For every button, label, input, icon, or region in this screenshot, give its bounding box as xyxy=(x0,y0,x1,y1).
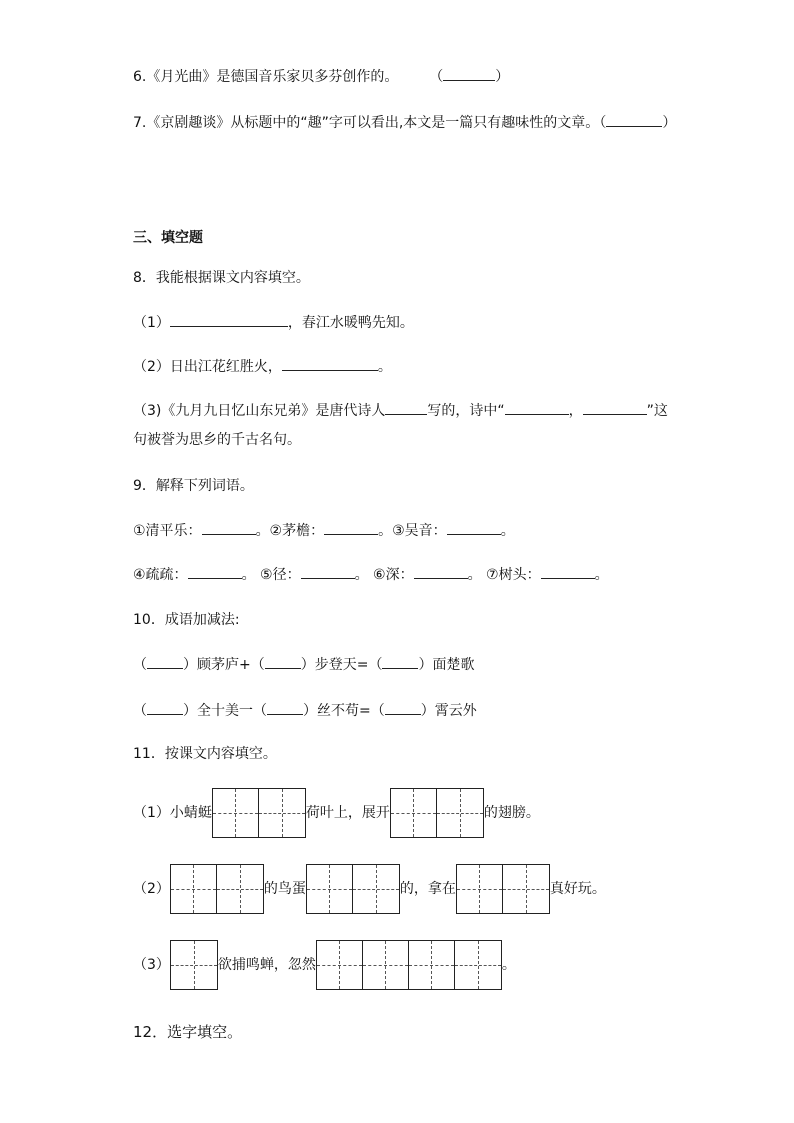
grid-cell[interactable] xyxy=(455,941,501,989)
writing-grid-11-3a[interactable] xyxy=(170,940,218,990)
answer-blank-7[interactable] xyxy=(606,112,662,127)
question-11-title: 11．按课文内容填空。 xyxy=(133,746,277,762)
grid-cell[interactable] xyxy=(363,941,409,989)
question-9-row-2: ④疏疏： 。 ⑤径： 。 ⑥深： 。 ⑦树头： 。 xyxy=(133,564,609,585)
section-heading: 三、填空题 xyxy=(133,230,203,246)
answer-blank-9-6[interactable] xyxy=(414,564,468,579)
question-8-title: 8．我能根据课文内容填空。 xyxy=(133,270,310,286)
grid-cell[interactable] xyxy=(457,865,503,913)
grid-cell[interactable] xyxy=(259,789,305,837)
answer-blank-9-2[interactable] xyxy=(324,520,378,535)
grid-cell[interactable] xyxy=(409,941,455,989)
answer-blank-10-1[interactable] xyxy=(147,654,183,669)
answer-blank-6[interactable] xyxy=(443,66,495,81)
grid-cell[interactable] xyxy=(317,941,363,989)
answer-blank-10-6[interactable] xyxy=(385,700,421,715)
answer-blank-8-3c[interactable] xyxy=(583,400,647,415)
question-11-part-2: （2） 的鸟蛋 的，拿在 真好玩。 xyxy=(133,864,606,914)
question-6-text: 6.《月光曲》是德国音乐家贝多芬创作的。 xyxy=(133,69,399,85)
writing-grid-11-2a[interactable] xyxy=(170,864,264,914)
question-11-part-3: （3） 欲捕鸣蝉，忽然 。 xyxy=(133,940,516,990)
answer-blank-9-3[interactable] xyxy=(447,520,501,535)
grid-cell[interactable] xyxy=(503,865,549,913)
question-9-row-1: ①清平乐： 。②茅檐： 。③吴音： 。 xyxy=(133,520,515,541)
question-6: 6.《月光曲》是德国音乐家贝多芬创作的。 （ ） xyxy=(133,66,509,87)
question-7-text: 7.《京剧趣谈》从标题中的“趣”字可以看出,本文是一篇只有趣味性的文章。 xyxy=(133,115,600,131)
question-12-title: 12．选字填空。 xyxy=(133,1023,243,1041)
question-7: 7.《京剧趣谈》从标题中的“趣”字可以看出,本文是一篇只有趣味性的文章。（ ） xyxy=(133,112,676,133)
writing-grid-11-2b[interactable] xyxy=(306,864,400,914)
grid-cell[interactable] xyxy=(217,865,263,913)
answer-blank-9-7[interactable] xyxy=(541,564,595,579)
grid-cell[interactable] xyxy=(437,789,483,837)
grid-cell[interactable] xyxy=(171,941,217,989)
writing-grid-11-2c[interactable] xyxy=(456,864,550,914)
answer-blank-8-3b[interactable] xyxy=(505,400,569,415)
question-10-title: 10．成语加减法: xyxy=(133,612,240,628)
question-10-row-1: （ ）顾茅庐+（ ）步登天=（ ）面楚歌 xyxy=(133,654,474,675)
answer-blank-8-3a[interactable] xyxy=(385,400,427,415)
writing-grid-11-3b[interactable] xyxy=(316,940,502,990)
grid-cell[interactable] xyxy=(171,865,217,913)
question-8-part-1: （1） ，春江水暖鸭先知。 xyxy=(133,312,414,333)
answer-blank-8-1[interactable] xyxy=(170,312,288,327)
question-10-row-2: （ ）全十美一（ ）丝不苟=（ ）霄云外 xyxy=(133,700,477,721)
question-11-part-1: （1）小蜻蜓 荷叶上，展开 的翅膀。 xyxy=(133,788,540,838)
grid-cell[interactable] xyxy=(213,789,259,837)
grid-cell[interactable] xyxy=(307,865,353,913)
answer-blank-9-4[interactable] xyxy=(188,564,242,579)
answer-blank-10-4[interactable] xyxy=(147,700,183,715)
question-8-part-3-cont: 句被誉为思乡的千古名句。 xyxy=(133,432,301,448)
answer-blank-10-2[interactable] xyxy=(265,654,301,669)
writing-grid-11-1b[interactable] xyxy=(390,788,484,838)
question-8-part-3: （3)《九月九日忆山东兄弟》是唐代诗人 写的，诗中“ ， ”这 xyxy=(133,400,668,421)
question-8-part-2: （2）日出江花红胜火， 。 xyxy=(133,356,392,377)
answer-blank-10-5[interactable] xyxy=(267,700,303,715)
grid-cell[interactable] xyxy=(391,789,437,837)
grid-cell[interactable] xyxy=(353,865,399,913)
answer-blank-9-5[interactable] xyxy=(301,564,355,579)
writing-grid-11-1a[interactable] xyxy=(212,788,306,838)
answer-blank-8-2[interactable] xyxy=(282,356,378,371)
answer-blank-10-3[interactable] xyxy=(382,654,418,669)
answer-blank-9-1[interactable] xyxy=(202,520,256,535)
question-9-title: 9．解释下列词语。 xyxy=(133,478,254,494)
